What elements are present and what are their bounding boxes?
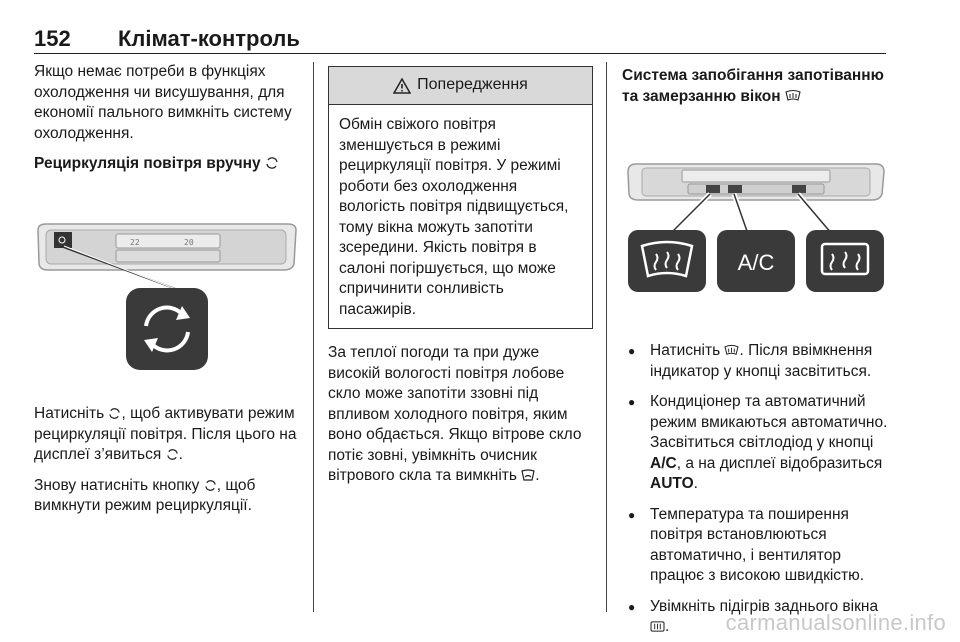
warning-title: Попередження xyxy=(417,76,528,94)
watermark: carmanualsonline.info xyxy=(725,610,946,635)
windshield-defog-icon xyxy=(785,89,801,103)
warning-triangle-icon xyxy=(393,78,411,94)
list-item xyxy=(622,505,890,587)
text: Натисніть xyxy=(650,342,721,359)
fogging-paragraph xyxy=(328,343,593,487)
text: За теплої погоди та при дуже високій вологості повітря лобове скло може запотіти ззовні під впливом холодного повітря, яким воно обдається. Якщо вітрове скло потіє зовні, увімкніть очисник вітрового скла та вимкніть xyxy=(328,344,582,484)
heading-text: Система запобігання запотіванню та замерзанню вікон xyxy=(622,67,884,105)
recirculation-icon xyxy=(204,479,217,492)
page-number: 152 xyxy=(34,26,71,51)
text: . xyxy=(665,618,670,635)
text: Натисніть xyxy=(34,405,105,422)
recirculation-icon xyxy=(265,156,279,170)
windshield-defog-icon xyxy=(724,344,739,357)
text: , а на дисплеї відобразиться xyxy=(676,454,883,472)
column-3 xyxy=(622,66,890,117)
recirculation-button-figure xyxy=(34,216,300,388)
section-heading-recirculation xyxy=(34,154,300,175)
text: , щоб вимкнути режим рециркуляції. xyxy=(34,476,256,514)
page-title: Клімат-контроль xyxy=(118,26,300,51)
column-divider xyxy=(606,62,607,612)
text: . xyxy=(693,475,698,492)
svg-text:20: 20 xyxy=(184,238,194,247)
text: . xyxy=(178,446,183,463)
column-3-lower xyxy=(622,341,890,642)
text: , щоб активувати режим рециркуляції повітря. Після цього на дисплеї з’явиться xyxy=(34,405,297,463)
text: Знову натисніть кнопку xyxy=(34,476,200,494)
rear-window-heater-icon xyxy=(650,620,665,633)
ac-button-label: A/C xyxy=(737,250,775,275)
text: . Після ввімкнення індикатор у кнопці засвітиться. xyxy=(650,342,873,380)
list-item xyxy=(622,392,890,495)
text: . xyxy=(535,467,540,484)
heading-text: Рециркуляція повітря вручну xyxy=(34,155,261,172)
recirculation-activate-paragraph xyxy=(34,404,300,466)
warning-header xyxy=(329,67,592,105)
warning-box xyxy=(328,66,593,329)
defog-steps-list xyxy=(622,341,890,638)
list-item xyxy=(622,341,890,382)
section-heading-defog xyxy=(622,66,890,107)
column-1 xyxy=(34,62,300,185)
recirculation-icon xyxy=(108,407,121,420)
text: Увімкніть підігрів заднього вікна xyxy=(650,597,879,615)
recirculation-deactivate-paragraph xyxy=(34,476,300,517)
ac-label: A/C xyxy=(650,454,677,472)
warning-text: Обмін свіжого повітря зменшується в режимі рециркуляції повітря. У режимі роботи без охолодження вологість повітря підвищується, тому вікна можуть запотіти зсередини. Якість повітря в салоні погіршується, що може спричинити сонливість пасажирів. xyxy=(339,116,569,318)
column-1-lower xyxy=(34,404,300,527)
column-divider xyxy=(313,62,314,612)
column-2 xyxy=(328,66,593,497)
text: Кондиціонер та автоматичний режим вмикаються автоматично. Засвітиться світлодіод у кнопці xyxy=(650,393,888,451)
auto-label: AUTO xyxy=(650,475,694,492)
recirculation-icon xyxy=(166,448,179,461)
svg-text:22: 22 xyxy=(130,238,140,247)
page-header xyxy=(34,26,886,54)
defog-buttons-figure xyxy=(622,158,890,298)
windshield-airflow-icon xyxy=(521,468,535,482)
text: Температура та поширення повітря встановлюються автоматично, і вентилятор працює з високою швидкістю. xyxy=(650,505,865,584)
intro-paragraph: Якщо немає потреби в функціях охолодження чи висушування, для економії пального вимкніть систему охолодження. xyxy=(34,63,292,142)
